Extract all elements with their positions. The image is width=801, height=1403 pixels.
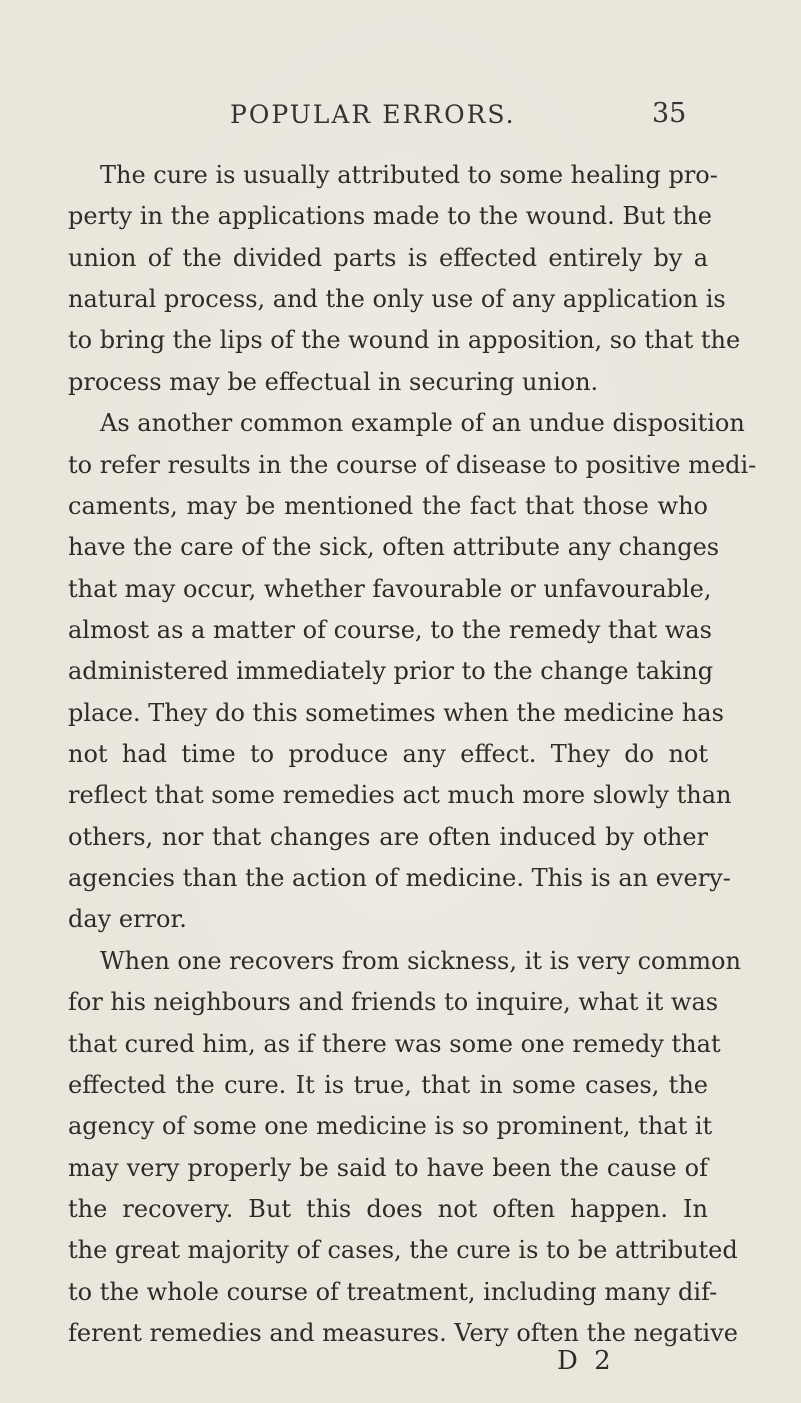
text-line: that may occur, whether favourable or unfavourable, xyxy=(68,575,712,603)
text-line: caments, may be mentioned the fact that those who xyxy=(68,492,708,520)
text-line: process may be effectual in securing union. xyxy=(68,368,599,396)
text-line: the recovery. But this does not often happen. In xyxy=(68,1195,708,1223)
text-line: may very properly be said to have been the cause of xyxy=(68,1154,708,1182)
text-line: administered immediately prior to the change taking xyxy=(68,657,714,685)
text-line: natural process, and the only use of any application is xyxy=(68,285,726,313)
text-line: The cure is usually attributed to some healing pro- xyxy=(100,161,718,189)
text-line: effected the cure. It is true, that in some cases, the xyxy=(68,1071,708,1099)
text-line: almost as a matter of course, to the remedy that was xyxy=(68,616,712,644)
page-number: 35 xyxy=(652,98,687,129)
text-line: not had time to produce any effect. They do not xyxy=(68,740,708,768)
text-line: agencies than the action of medicine. This is an every- xyxy=(68,864,731,892)
text-line: ferent remedies and measures. Very often the negative xyxy=(68,1319,738,1347)
text-line: When one recovers from sickness, it is very common xyxy=(100,947,741,975)
running-head: POPULAR ERRORS. xyxy=(230,100,516,129)
text-line: others, nor that changes are often induced by other xyxy=(68,823,708,851)
text-line: agency of some one medicine is so prominent, that it xyxy=(68,1112,713,1140)
text-line: that cured him, as if there was some one remedy that xyxy=(68,1030,721,1058)
text-line: the great majority of cases, the cure is to be attributed xyxy=(68,1236,738,1264)
text-line: reflect that some remedies act much more slowly than xyxy=(68,781,732,809)
text-line: As another common example of an undue disposition xyxy=(100,409,745,437)
text-line: day error. xyxy=(68,905,187,933)
text-line: perty in the applications made to the wound. But the xyxy=(68,202,712,230)
signature-mark: D 2 xyxy=(557,1346,615,1376)
text-line: place. They do this sometimes when the medicine has xyxy=(68,699,724,727)
text-line: have the care of the sick, often attribute any changes xyxy=(68,533,720,561)
text-line: union of the divided parts is effected entirely by a xyxy=(68,244,708,272)
text-line: to bring the lips of the wound in apposition, so that the xyxy=(68,326,741,354)
text-line: to the whole course of treatment, including many dif- xyxy=(68,1278,718,1306)
text-line: to refer results in the course of disease to positive medi- xyxy=(68,451,757,479)
text-line: for his neighbours and friends to inquire, what it was xyxy=(68,988,719,1016)
